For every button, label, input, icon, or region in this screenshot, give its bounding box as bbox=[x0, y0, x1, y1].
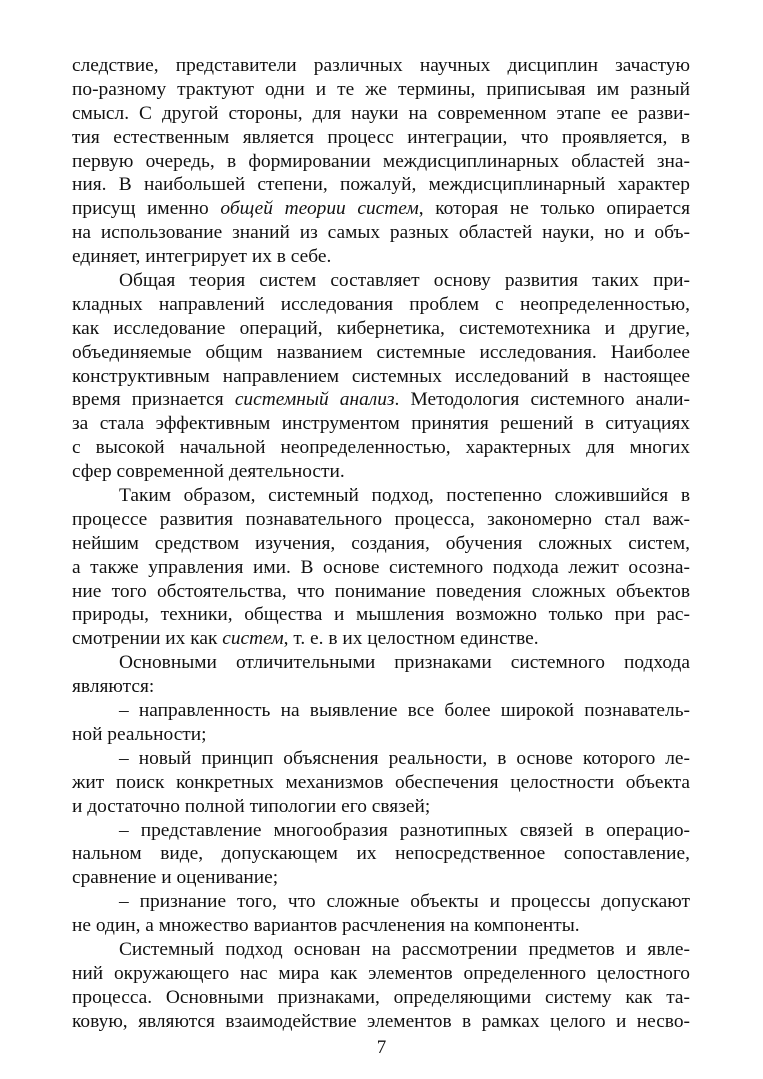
text-line bbox=[72, 436, 690, 460]
text-line bbox=[72, 842, 690, 866]
text-line bbox=[72, 388, 690, 412]
text-line bbox=[72, 269, 690, 293]
text-run: , т. е. в их целостном единстве. bbox=[283, 628, 539, 650]
text-run: ния. В наибольшей степени, пожалуй, междисциплинарный характер bbox=[72, 174, 690, 196]
text-run: процесса. Основными признаками, определяющими систему как та- bbox=[72, 986, 690, 1008]
text-line bbox=[72, 245, 690, 269]
text-run: а также управления ими. В основе системного подхода лежит осозна- bbox=[72, 556, 690, 578]
text-line bbox=[72, 78, 690, 102]
text-line bbox=[72, 102, 690, 126]
text-line bbox=[72, 173, 690, 197]
italic-term: систем bbox=[222, 628, 284, 650]
text-line bbox=[72, 771, 690, 795]
page-number: 7 bbox=[376, 1037, 387, 1058]
italic-term: общей теории систем bbox=[220, 198, 419, 220]
text-run: объединяемые общим названием системные исследования. Наиболее bbox=[72, 341, 690, 363]
text-run: смотрении их как bbox=[72, 628, 223, 650]
text-run: ний окружающего нас мира как элементов определенного целостного bbox=[72, 962, 690, 984]
text-run: . Методология системного анали- bbox=[394, 389, 691, 411]
text-run: ние того обстоятельства, что понимание поведения сложных объектов bbox=[72, 580, 690, 602]
text-run: – направленность на выявление все более широкой познаватель- bbox=[119, 700, 690, 722]
text-line bbox=[72, 986, 690, 1010]
text-line bbox=[72, 580, 690, 604]
text-run: нальном виде, допускающем их непосредственное сопоставление, bbox=[72, 843, 690, 865]
text-run: – новый принцип объяснения реальности, в основе которого ле- bbox=[119, 747, 690, 769]
text-line bbox=[72, 126, 690, 150]
text-run: процессе развития познавательного процесса, закономерно стал важ- bbox=[72, 508, 690, 530]
text-run: первую очередь, в формировании междисциплинарных областей зна- bbox=[72, 150, 690, 172]
text-line bbox=[72, 914, 690, 938]
text-run: – признание того, что сложные объекты и процессы допускают bbox=[119, 891, 690, 913]
text-line bbox=[72, 699, 690, 723]
text-line bbox=[72, 460, 690, 484]
text-run: по-разному трактуют одни и те же термины, приписывая им разный bbox=[72, 78, 690, 100]
text-line bbox=[72, 508, 690, 532]
text-run: жит поиск конкретных механизмов обеспечения целостности объекта bbox=[72, 771, 690, 793]
text-line bbox=[72, 962, 690, 986]
text-line bbox=[72, 795, 690, 819]
text-run: следствие, представители различных научных дисциплин зачастую bbox=[72, 55, 690, 76]
text-line bbox=[72, 675, 690, 699]
text-line bbox=[72, 150, 690, 174]
text-run: Таким образом, системный подход, постепенно сложившийся в bbox=[119, 485, 690, 507]
text-run: – представление многообразия разнотипных связей в операцио- bbox=[119, 819, 690, 841]
text-line bbox=[72, 603, 690, 627]
text-run: тия естественным является процесс интеграции, что проявляется, в bbox=[72, 126, 690, 148]
text-run: кладных направлений исследования проблем с неопределенностью, bbox=[72, 293, 690, 315]
text-run: сфер современной деятельности. bbox=[72, 461, 345, 483]
text-run: не один, а множество вариантов расчленения на компоненты. bbox=[72, 915, 580, 937]
text-run: и достаточно полной типологии его связей; bbox=[72, 795, 431, 817]
italic-term: системный анализ bbox=[234, 389, 395, 411]
text-run: Системный подход основан на рассмотрении предметов и явле- bbox=[119, 938, 690, 960]
text-line bbox=[72, 412, 690, 436]
text-run: за стала эффективным инструментом принятия решений в ситуациях bbox=[72, 413, 690, 435]
text-line bbox=[72, 723, 690, 747]
text-line bbox=[72, 627, 690, 651]
text-line bbox=[72, 365, 690, 389]
text-run: смысл. С другой стороны, для науки на современном этапе ее разви- bbox=[72, 102, 690, 124]
text-run: с высокой начальной неопределенностью, характерных для многих bbox=[72, 437, 690, 459]
text-run: на использование знаний из самых разных областей науки, но и объ- bbox=[72, 222, 690, 244]
text-run: сравнение и оценивание; bbox=[72, 867, 279, 889]
text-line bbox=[72, 197, 690, 221]
text-line bbox=[72, 221, 690, 245]
text-run: Основными отличительными признаками системного подхода bbox=[119, 652, 690, 674]
text-line bbox=[72, 1010, 690, 1034]
text-line bbox=[72, 293, 690, 317]
text-line bbox=[72, 651, 690, 675]
text-line bbox=[72, 484, 690, 508]
text-run: конструктивным направлением системных исследований в настоящее bbox=[72, 365, 690, 387]
text-run: , которая не только опирается bbox=[418, 198, 691, 220]
text-run: ковую, являются взаимодействие элементов в рамках целого и несво- bbox=[72, 1010, 690, 1032]
text-run: нейшим средством изучения, создания, обучения сложных систем, bbox=[72, 532, 690, 554]
text-line bbox=[72, 890, 690, 914]
text-line bbox=[72, 747, 690, 771]
text-line bbox=[72, 317, 690, 341]
text-run: Общая теория систем составляет основу развития таких при- bbox=[119, 270, 690, 292]
text-line bbox=[72, 54, 690, 78]
text-run: как исследование операций, кибернетика, системотехника и другие, bbox=[72, 317, 690, 339]
text-line bbox=[72, 556, 690, 580]
text-run: присущ именно bbox=[72, 198, 221, 220]
text-line bbox=[72, 341, 690, 365]
page-text bbox=[72, 54, 690, 1034]
text-run: единяет, интегрирует их в себе. bbox=[72, 246, 332, 268]
text-line bbox=[72, 866, 690, 890]
text-run: время признается bbox=[72, 389, 235, 411]
text-run: являются: bbox=[72, 676, 155, 698]
text-line bbox=[72, 819, 690, 843]
text-run: природы, техники, общества и мышления возможно только при рас- bbox=[72, 604, 690, 626]
text-line bbox=[72, 532, 690, 556]
text-line bbox=[72, 938, 690, 962]
text-run: ной реальности; bbox=[72, 723, 207, 745]
